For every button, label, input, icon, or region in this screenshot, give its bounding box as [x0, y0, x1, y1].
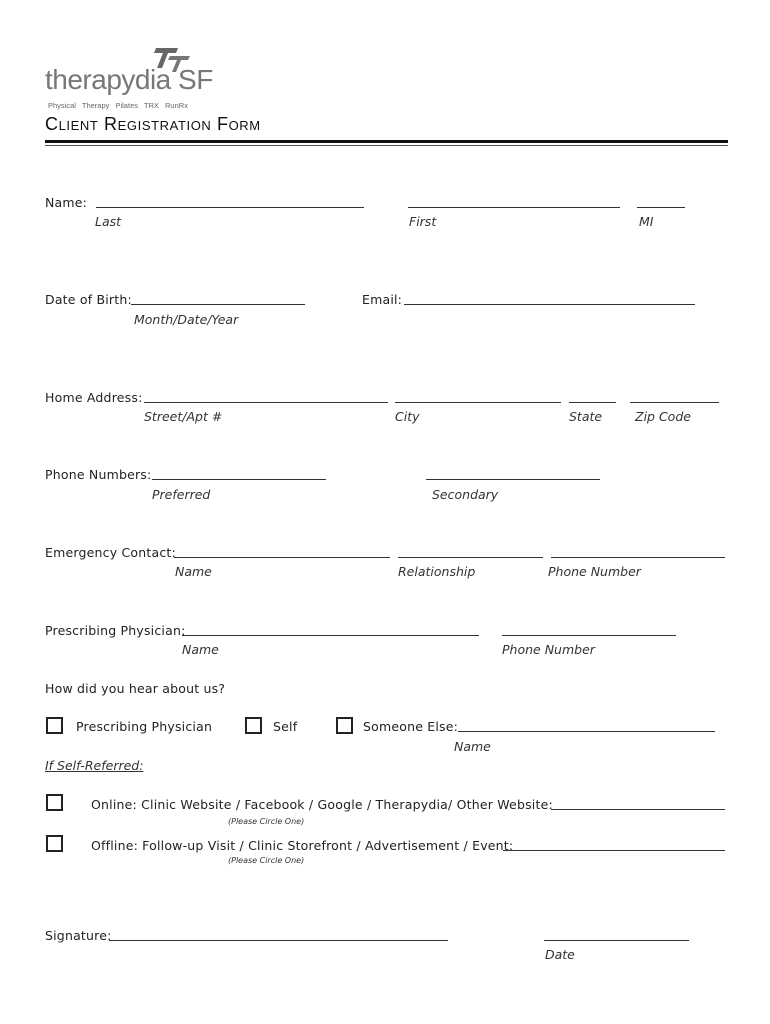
self-option-label: Self [273, 719, 298, 734]
other-website-field[interactable] [551, 809, 725, 810]
dob-field[interactable] [131, 304, 305, 305]
secondary-caption: Secondary [432, 487, 499, 502]
referral-question: How did you hear about us? [45, 681, 226, 696]
relationship-caption: Relationship [398, 564, 476, 579]
last-caption: Last [95, 214, 122, 229]
physician-checkbox[interactable] [46, 717, 63, 734]
city-field[interactable] [395, 402, 561, 403]
physician-phone-caption: Phone Number [502, 642, 595, 657]
name-label: Name: [45, 195, 88, 210]
secondary-phone-field[interactable] [426, 479, 600, 480]
phone-label: Phone Numbers: [45, 467, 152, 482]
physician-name-field[interactable] [182, 635, 479, 636]
preferred-phone-field[interactable] [152, 479, 326, 480]
offline-circle-note: (Please Circle One) [228, 856, 305, 865]
offline-option-label: Offline: Follow-up Visit / Clinic Storefront / Advertisement / Event: [91, 838, 514, 853]
form-title: Client Registration Form [45, 114, 261, 134]
offline-checkbox[interactable] [46, 835, 63, 852]
someone-else-name-field[interactable] [458, 731, 715, 732]
logo-tagline: Physical Therapy Pilates TRX RunRx [48, 101, 188, 110]
first-name-field[interactable] [408, 207, 620, 208]
zip-caption: Zip Code [635, 409, 691, 424]
city-caption: City [395, 409, 420, 424]
signature-field[interactable] [109, 940, 448, 941]
physician-phone-field[interactable] [502, 635, 676, 636]
state-field[interactable] [569, 402, 616, 403]
online-circle-note: (Please Circle One) [228, 817, 305, 826]
first-caption: First [409, 214, 437, 229]
self-checkbox[interactable] [245, 717, 262, 734]
emergency-name-field[interactable] [174, 557, 390, 558]
signature-label: Signature: [45, 928, 112, 943]
event-field[interactable] [503, 850, 725, 851]
emergency-name-caption: Name [175, 564, 212, 579]
title-rule-thin [45, 145, 728, 146]
emergency-label: Emergency Contact: [45, 545, 176, 560]
preferred-caption: Preferred [152, 487, 211, 502]
emergency-phone-caption: Phone Number [548, 564, 641, 579]
street-field[interactable] [144, 402, 388, 403]
logo-wordmark: therapydia SF [45, 64, 213, 95]
zip-field[interactable] [630, 402, 719, 403]
physician-option-label: Prescribing Physician [76, 719, 213, 734]
mi-field[interactable] [637, 207, 685, 208]
online-checkbox[interactable] [46, 794, 63, 811]
last-name-field[interactable] [96, 207, 364, 208]
online-option-label: Online: Clinic Website / Facebook / Google / Therapydia/ Other Website: [91, 797, 553, 812]
street-caption: Street/Apt # [144, 409, 223, 424]
mi-caption: MI [639, 214, 654, 229]
date-caption: Date [545, 947, 575, 962]
address-label: Home Address: [45, 390, 143, 405]
physician-name-caption: Name [182, 642, 219, 657]
state-caption: State [569, 409, 603, 424]
someone-else-caption: Name [454, 739, 491, 754]
title-rule [45, 140, 728, 143]
someone-else-label: Someone Else: [363, 719, 459, 734]
physician-label: Prescribing Physician: [45, 623, 186, 638]
self-referred-heading: If Self-Referred: [45, 758, 144, 773]
someone-else-checkbox[interactable] [336, 717, 353, 734]
relationship-field[interactable] [398, 557, 543, 558]
date-field[interactable] [544, 940, 689, 941]
email-field[interactable] [404, 304, 695, 305]
dob-label: Date of Birth: [45, 292, 132, 307]
dob-caption: Month/Date/Year [134, 312, 239, 327]
emergency-phone-field[interactable] [551, 557, 725, 558]
email-label: Email: [362, 292, 403, 307]
